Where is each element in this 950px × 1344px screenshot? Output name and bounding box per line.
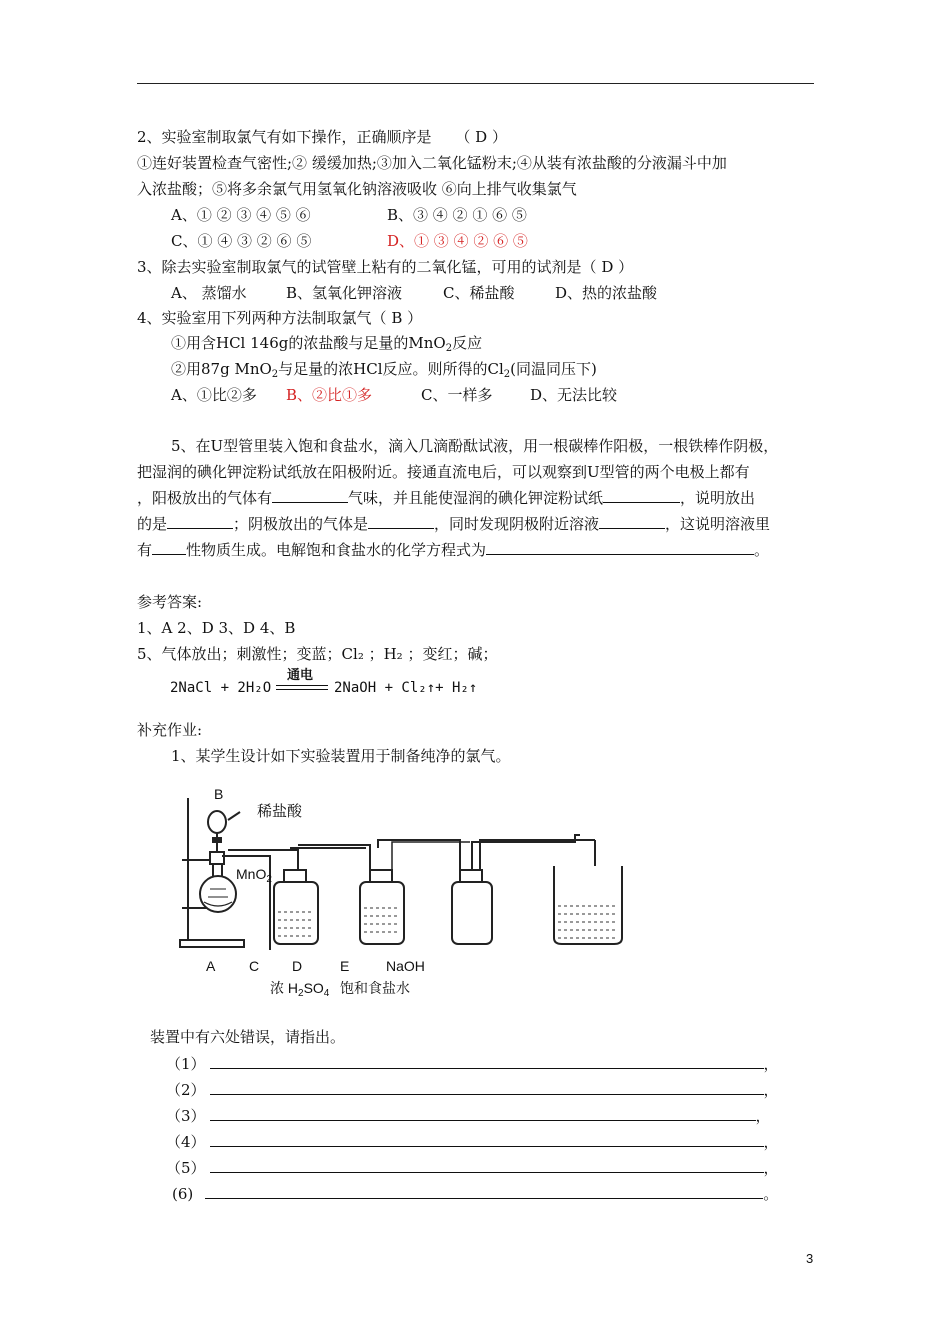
answer-line[interactable] — [210, 1054, 764, 1069]
label-e: E — [340, 958, 350, 974]
extra-q1: 1、某学生设计如下实验装置用于制备纯净的氯气。 — [171, 747, 511, 765]
label-d: D — [292, 958, 303, 974]
equation-left: 2NaCl + 2H₂O — [170, 680, 272, 696]
label-naoh: NaOH — [386, 958, 425, 974]
q5-line3: ，阳极放出的气体有 气味，并且能使湿润的碘化钾淀粉试纸 ，说明放出 — [137, 489, 756, 507]
q3-option-b: B、氢氧化钾溶液 — [286, 284, 403, 302]
q3-option-a: A、 蒸馏水 — [171, 284, 247, 302]
q4-option-d: D、无法比较 — [530, 386, 618, 404]
error-item-3: （3） ， — [166, 1107, 771, 1125]
answers-title: 参考答案: — [137, 593, 203, 611]
label-brine: 饱和食盐水 — [340, 980, 410, 996]
error-item-1: （1） ， — [166, 1055, 779, 1073]
bottle-c — [274, 882, 318, 944]
header-rule — [137, 83, 814, 84]
bottle-e — [452, 882, 492, 944]
q2-line3: 入浓盐酸；⑤将多余氯气用氢氧化钠溶液吸收 ⑥向上排气收集氯气 — [137, 180, 577, 198]
q4-stem: 4、实验室用下列两种方法制取氯气（ B ） — [137, 309, 423, 327]
equation-arrow — [276, 685, 328, 690]
answer-line[interactable] — [210, 1106, 756, 1121]
error-item-4: （4） ， — [166, 1133, 779, 1151]
answers-line2: 5、气体放出；刺激性；变蓝；Cl₂ ；H₂ ；变红；碱； — [137, 645, 498, 663]
q4-option-b: B、②比①多 — [286, 386, 373, 404]
stand-base — [180, 940, 244, 947]
label-dilute-hcl: 稀盐酸 — [257, 802, 303, 820]
q2-line2: ①连好装置检查气密性;② 缓缓加热;③加入二氧化锰粉末;④从装有浓盐酸的分液漏斗中加 — [137, 154, 727, 172]
blank[interactable] — [272, 488, 348, 503]
label-a: A — [206, 958, 216, 974]
answer-line[interactable] — [210, 1080, 764, 1095]
q4-method-1: ①用含HCl 146g的浓盐酸与足量的MnO$_2$反应 — [171, 334, 483, 354]
q4-option-a: A、①比②多 — [171, 386, 257, 404]
q2-stem: 2、实验室制取氯气有如下操作，正确顺序是 （ D ） — [137, 128, 507, 146]
q3-stem: 3、除去实验室制取氯气的试管壁上粘有的二氧化锰，可用的试剂是（ D ） — [137, 258, 634, 276]
q2-option-a: A、① ② ③ ④ ⑤ ⑥ — [171, 206, 311, 224]
error-item-5: （5） ， — [166, 1159, 779, 1177]
blank[interactable] — [486, 540, 754, 555]
error-item-2: （2） ， — [166, 1081, 779, 1099]
answer-line[interactable] — [205, 1184, 763, 1199]
errors-prompt: 装置中有六处错误，请指出。 — [150, 1028, 346, 1046]
answer-line[interactable] — [210, 1158, 764, 1173]
q2-answer: （ D ） — [455, 128, 507, 146]
label-mno2: MnO$_2$ — [236, 866, 272, 885]
blank[interactable] — [368, 514, 434, 529]
label-c: C — [249, 958, 260, 974]
answer-line[interactable] — [210, 1132, 764, 1147]
label-conc-h2so4: 浓 $H_2SO_4$ — [270, 980, 330, 999]
q4-method-2: ②用87g MnO$_2$与足量的浓HCl反应。则所得的$Cl_2$(同温同压下) — [171, 360, 597, 380]
q2-option-d: D、① ③ ④ ② ⑥ ⑤ — [387, 232, 528, 250]
q5-line5: 有 性物质生成。电解饱和食盐水的化学方程式为 。 — [137, 541, 770, 559]
q5-line2: 把湿润的碘化钾淀粉试纸放在阳极附近。接通直流电后，可以观察到U型管的两个电极上都有 — [137, 463, 750, 481]
q2-option-b: B、③ ④ ② ① ⑥ ⑤ — [387, 206, 527, 224]
q2-option-c: C、① ④ ③ ② ⑥ ⑤ — [171, 232, 312, 250]
q5-line4: 的是 ；阴极放出的气体是 ，同时发现阴极附近溶液 ，这说明溶液里 — [137, 515, 771, 533]
q3-option-d: D、热的浓盐酸 — [555, 284, 658, 302]
equation-right: 2NaOH + Cl₂↑+ H₂↑ — [334, 680, 478, 696]
blank[interactable] — [167, 514, 233, 529]
beaker — [554, 866, 622, 944]
bottle-d — [360, 882, 404, 944]
blank[interactable] — [599, 514, 665, 529]
blank[interactable] — [152, 540, 186, 555]
answers-line1: 1、A 2、D 3、D 4、B — [137, 619, 296, 637]
q5-line1: 5、在U型管里装入饱和食盐水，滴入几滴酚酞试液，用一根碳棒作阳极，一根铁棒作阴极， — [171, 437, 779, 455]
label-b: B — [214, 786, 224, 802]
separatory-funnel — [208, 811, 226, 833]
flask-stopper — [210, 852, 224, 864]
blank[interactable] — [603, 488, 680, 503]
equation-condition: 通电 — [287, 668, 314, 683]
extra-title: 补充作业: — [137, 721, 203, 739]
q4-option-c: C、一样多 — [421, 386, 493, 404]
error-item-6: (6) 。 — [172, 1185, 779, 1203]
page-number: 3 — [806, 1251, 814, 1266]
q3-option-c: C、稀盐酸 — [443, 284, 515, 302]
